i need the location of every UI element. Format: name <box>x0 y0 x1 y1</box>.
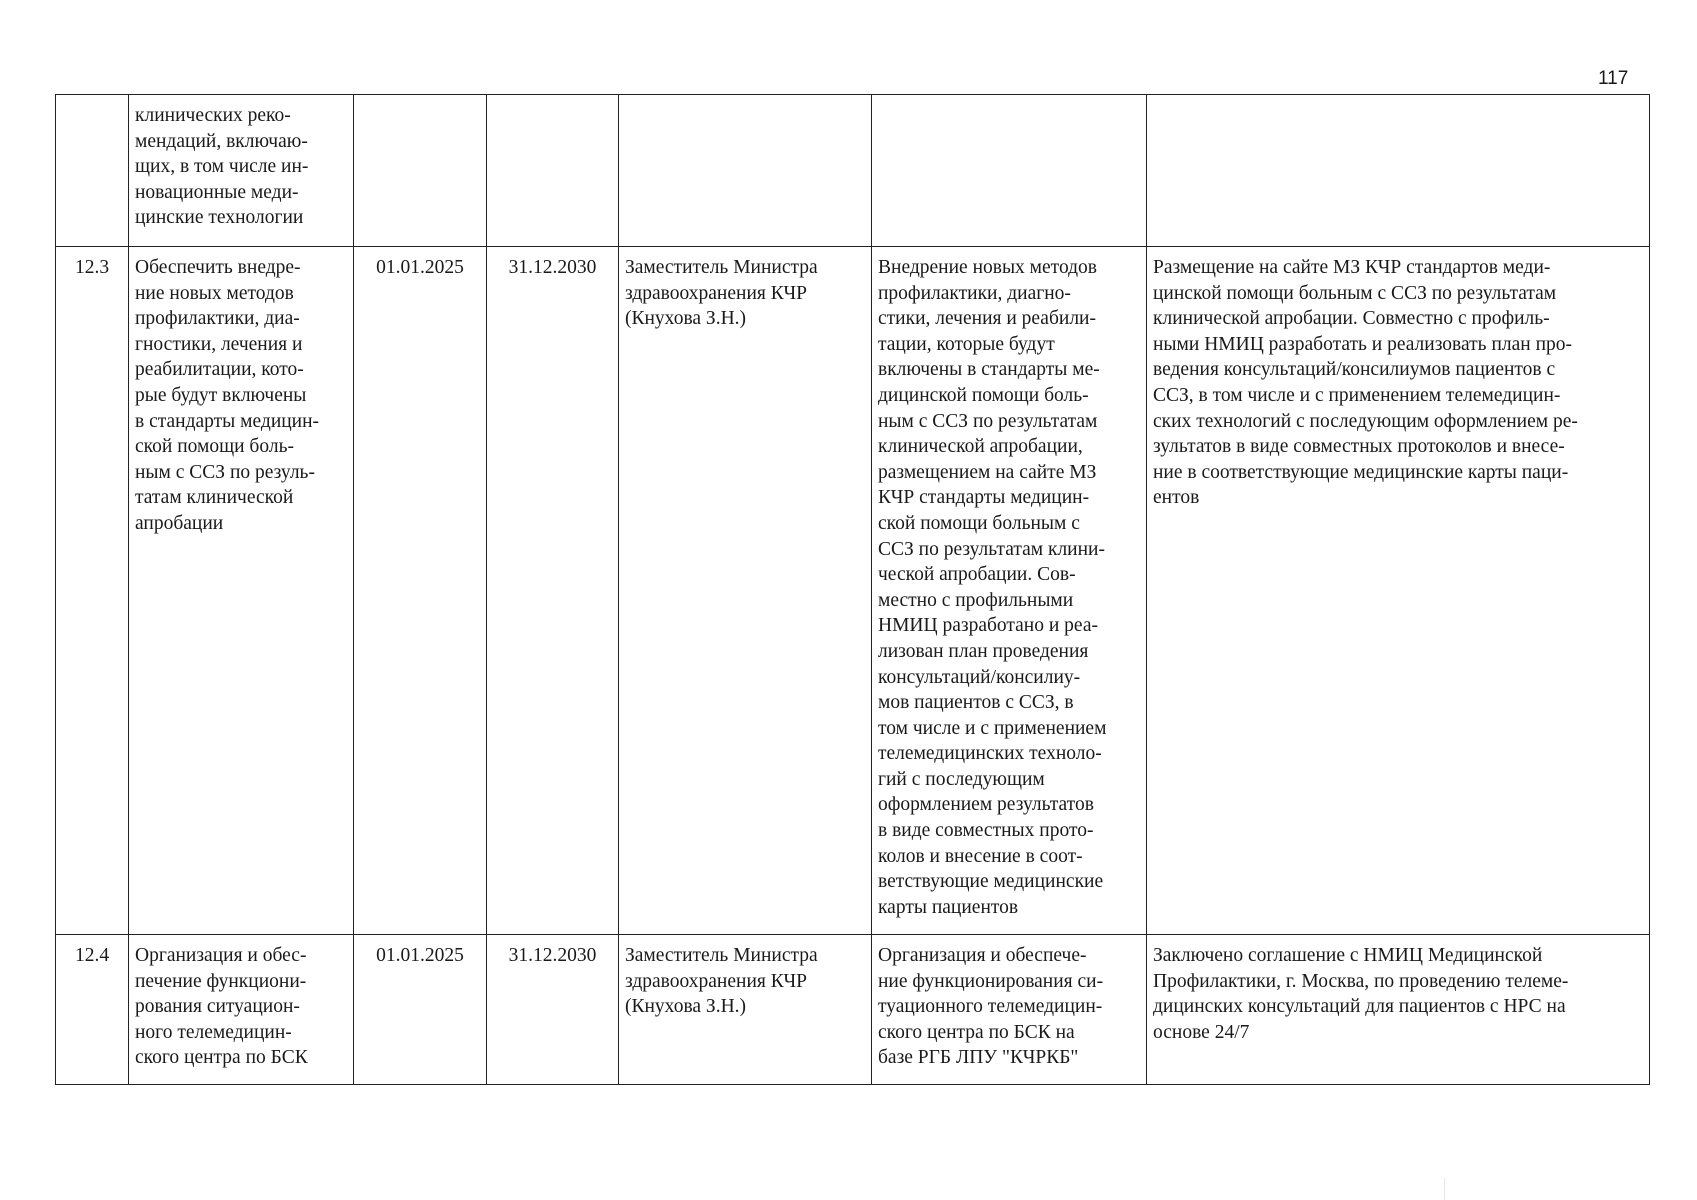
cell-text: Внедрение новых методов профилактики, диагно- стики, лечения и реабили- тации, которые будут включены в стандарты ме- дицинской помощи боль- ным с ССЗ по результатам клинической апробации, размещением на сайте МЗ КЧР стандарты медицин- ской помощи больным с ССЗ по результатам клини- ческой апробации. Сов- местно с профильными НМИЦ разработано и реа- лизован план проведения консультаций/консилиу- мов пациентов с ССЗ, в том числе и с применением телемедицинских техноло- гий с последующим оформлением результатов в виде совместных прото- колов и внесение в соот- ветствующие медицинские карты пациентов <box>878 257 1107 918</box>
cell-text: 31.12.2030 <box>508 257 597 278</box>
cell-text: 12.4 <box>74 945 110 966</box>
cell-task <box>129 95 354 247</box>
cell-indicator <box>1147 95 1650 247</box>
cell-text: Заключено соглашение с НМИЦ Медицинской Профилактики, г. Москва, по проведению телеме- дицинских консультаций для пациентов с НРС на основе 24/7 <box>1153 945 1569 1043</box>
cell-end-date <box>487 935 619 1085</box>
cell-text: 31.12.2030 <box>508 945 597 966</box>
scan-mark <box>1444 1178 1445 1200</box>
cell-text: клинических реко- мендаций, включаю- щих, в том числе ин- новационные меди- цинские технологии <box>135 105 309 229</box>
cell-indicator <box>1147 247 1650 935</box>
cell-end-date <box>487 247 619 935</box>
cell-number <box>56 935 129 1085</box>
table-row <box>56 247 1650 935</box>
cell-text: Организация и обес- печение функциони- рования ситуацион- ного телемедицин- ского центра по БСК <box>135 945 308 1069</box>
cell-number <box>56 247 129 935</box>
cell-start-date <box>354 95 487 247</box>
cell-responsible <box>619 95 872 247</box>
cell-text: 01.01.2025 <box>376 257 464 278</box>
cell-start-date <box>354 935 487 1085</box>
page-number: 117 <box>1598 68 1629 89</box>
cell-task <box>129 247 354 935</box>
cell-text: 12.3 <box>74 257 110 278</box>
cell-result <box>872 95 1147 247</box>
cell-text: Заместитель Министра здравоохранения КЧР (Кнухова З.Н.) <box>625 945 818 1018</box>
cell-text: Заместитель Министра здравоохранения КЧР (Кнухова З.Н.) <box>625 257 818 330</box>
cell-task <box>129 935 354 1085</box>
cell-text: Обеспечить внедре- ние новых методов профилактики, диа- гностики, лечения и реабилитации, кото- рые будут включены в стандарты медицин- ской помощи боль- ным с ССЗ по резуль- татам клинической апробации <box>135 257 320 534</box>
cell-responsible <box>619 935 872 1085</box>
cell-result <box>872 247 1147 935</box>
cell-end-date <box>487 95 619 247</box>
cell-result <box>872 935 1147 1085</box>
cell-text: 01.01.2025 <box>376 945 464 966</box>
measures-table <box>55 94 1650 1085</box>
table-row <box>56 95 1650 247</box>
cell-text: Организация и обеспече- ние функционирования си- туационного телемедицин- ского центра по БСК на базе РГБ ЛПУ "КЧРКБ" <box>878 945 1104 1069</box>
cell-text: Размещение на сайте МЗ КЧР стандартов меди- цинской помощи больным с ССЗ по результатам клинической апробации. Совместно с профиль- ными НМИЦ разработать и реализовать план про- ведения консультаций/консилиумов пациентов с ССЗ, в том числе и с применением телемедицин- ских технологий с последующим оформлением ре- зультатов в виде совместных протоколов и внесе- ние в соответствующие медицинские карты паци- ентов <box>1153 257 1578 509</box>
cell-indicator <box>1147 935 1650 1085</box>
table-row <box>56 935 1650 1085</box>
cell-number <box>56 95 129 247</box>
cell-responsible <box>619 247 872 935</box>
cell-start-date <box>354 247 487 935</box>
